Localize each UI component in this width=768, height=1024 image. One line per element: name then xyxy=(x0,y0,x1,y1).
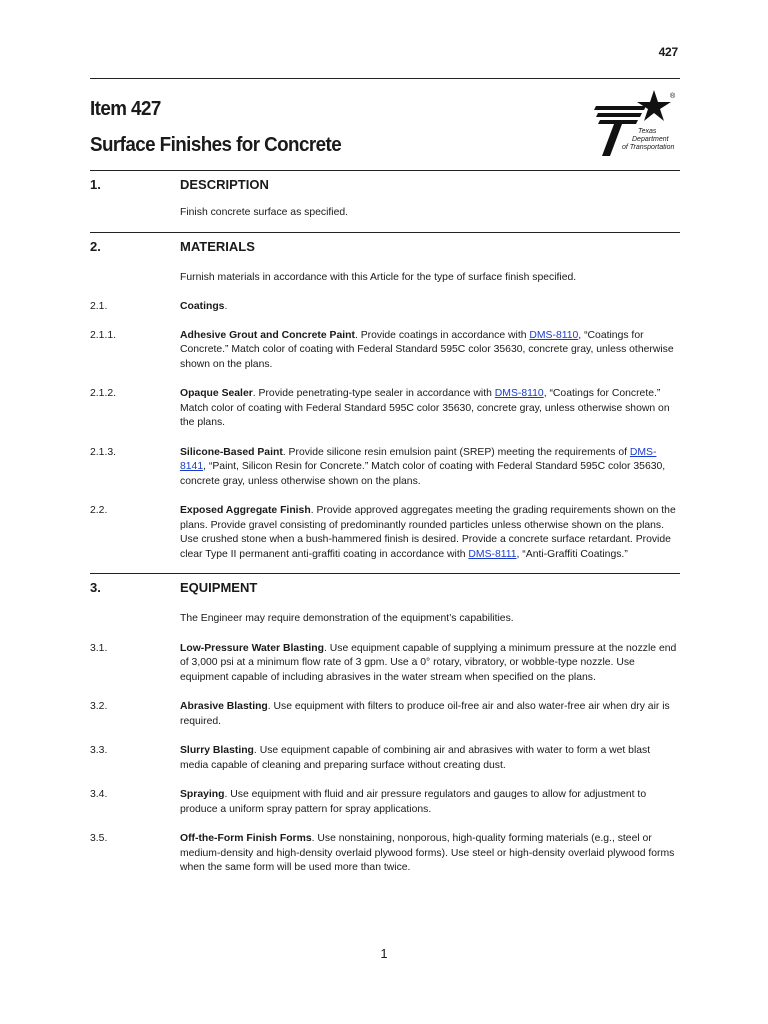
section-heading xyxy=(90,239,680,254)
paragraph-title: Opaque Sealer xyxy=(180,388,253,399)
paragraph-title: Spraying xyxy=(180,789,225,800)
section-lead: Furnish materials in accordance with this Article for the type of surface finish specified. xyxy=(180,271,577,283)
section-lead: The Engineer may require demonstration of the equipment’s capabilities. xyxy=(180,613,514,624)
paragraph-title: Slurry Blasting xyxy=(180,745,254,756)
header-rule xyxy=(90,78,680,79)
paragraph: 3.4. Spraying. Use equipment with fluid and air pressure regulators and gauges to allow for adjustment to produce a uniform spray pattern for spray applications. xyxy=(90,788,680,817)
item-title: Item 427 xyxy=(90,98,161,120)
section-heading xyxy=(90,580,680,595)
paragraph: 2.1. Coatings. xyxy=(90,300,680,315)
paragraph-number: 2.1.3. xyxy=(90,446,116,458)
dms-8111-link[interactable]: DMS-8111 xyxy=(468,548,517,560)
section-number: 3. xyxy=(90,580,101,595)
paragraph-number: 3.4. xyxy=(90,789,108,800)
paragraph-title: Abrasive Blasting xyxy=(180,701,268,712)
section-title: EQUIPMENT xyxy=(180,580,258,595)
section-title: MATERIALS xyxy=(180,238,255,254)
paragraph-title: Low-Pressure Water Blasting xyxy=(180,642,324,654)
paragraph: 2.1.3. Silicone-Based Paint. Provide silicone resin emulsion paint (SREP) meeting the requirements of DMS-8141, “Paint, Silicon Resin for Concrete.” Match color of coating with Federal Standard 595C color 35630, concrete gray, unless otherwise shown on the plans. xyxy=(90,446,680,490)
paragraph-title: Exposed Aggregate Finish xyxy=(180,505,311,516)
section-rule xyxy=(90,170,680,171)
paragraph: 3.5. Off-the-Form Finish Forms. Use nonstaining, nonporous, high-quality forming materials (e.g., steel or medium-density and high-density overlaid plywood forms). Use steel or high-density overlaid plywood forms when the same form will be used more than twice. xyxy=(90,832,680,876)
document-body xyxy=(90,170,680,876)
paragraph: 3.1. Low-Pressure Water Blasting. Use equipment capable of supplying a minimum pressure at the nozzle end of 3,000 psi at a minimum flow rate of 3 gpm. Use a 0° rotary, vibratory, or wobble-type nozzle. Use equipment capable of including abrasives in the water stream when specified on the plans. xyxy=(90,642,680,686)
paragraph-number: 3.5. xyxy=(90,833,108,844)
paragraph-number: 2.1. xyxy=(90,301,108,312)
logo-line-3: of Transportation xyxy=(622,144,675,151)
paragraph-number: 3.1. xyxy=(90,642,108,654)
paragraph-title: Coatings xyxy=(180,301,225,312)
paragraph-title: Silicone-Based Paint xyxy=(180,446,283,458)
paragraph-number: 3.3. xyxy=(90,745,108,756)
paragraph: 2.1.1. Adhesive Grout and Concrete Paint. Provide coatings in accordance with DMS-8110, “Coatings for Concrete.” Match color of coating with Federal Standard 595C color 35630, concrete gray, unless otherwise shown on the plans. xyxy=(90,329,680,373)
section-rule xyxy=(90,232,680,233)
paragraph-title: Off-the-Form Finish Forms xyxy=(180,833,312,844)
item-subtitle: Surface Finishes for Concrete xyxy=(90,134,342,156)
dms-8141-link[interactable]: DMS-8141 xyxy=(180,446,657,472)
section-number: 2. xyxy=(90,238,101,254)
paragraph-number: 2.2. xyxy=(90,505,108,516)
section-heading xyxy=(90,177,680,192)
section-title: DESCRIPTION xyxy=(180,177,269,192)
footer-page-number: 1 xyxy=(380,946,388,961)
section-number: 1. xyxy=(90,177,101,192)
dms-8110-link[interactable]: DMS-8110 xyxy=(494,388,544,399)
paragraph: 3.3. Slurry Blasting. Use equipment capable of combining air and abrasives with water to form a wet blast media capable of cleaning and preparing surface without creating dust. xyxy=(90,744,680,773)
section-lead: Finish concrete surface as specified. xyxy=(180,207,349,218)
paragraph: 2.1.2. Opaque Sealer. Provide penetrating-type sealer in accordance with DMS-8110, “Coatings for Concrete.” Match color of coating with Federal Standard 595C color 35630, concrete gray, unless otherwise shown on the plans. xyxy=(90,387,680,431)
paragraph: 2.2. Exposed Aggregate Finish. Provide approved aggregates meeting the grading requirements shown on the plans. Provide gravel consisting of predominantly rounded particles unless otherwise shown on the plans. Use crushed stone when a bush-hammered finish is desired. Provide a concrete surface retardant. Provide clear Type II permanent anti-graffiti coating in accordance with DMS-8111, “Anti-Graffiti Coatings.” xyxy=(90,504,680,562)
dms-8110-link[interactable]: DMS-8110 xyxy=(529,329,579,341)
paragraph-number: 2.1.1. xyxy=(90,329,116,341)
logo-line-1: Texas xyxy=(638,128,657,135)
paragraph-number: 3.2. xyxy=(90,701,108,712)
paragraph-number: 2.1.2. xyxy=(90,388,116,399)
section-rule xyxy=(90,573,680,574)
header-page-number: 427 xyxy=(658,45,678,59)
logo-text xyxy=(610,128,674,152)
paragraph-title: Adhesive Grout and Concrete Paint xyxy=(180,329,355,341)
logo-line-2: Department xyxy=(632,136,669,143)
registered-mark: ® xyxy=(670,93,676,100)
paragraph: 3.2. Abrasive Blasting. Use equipment with filters to produce oil-free air and also water-free air when dry air is required. xyxy=(90,700,680,729)
